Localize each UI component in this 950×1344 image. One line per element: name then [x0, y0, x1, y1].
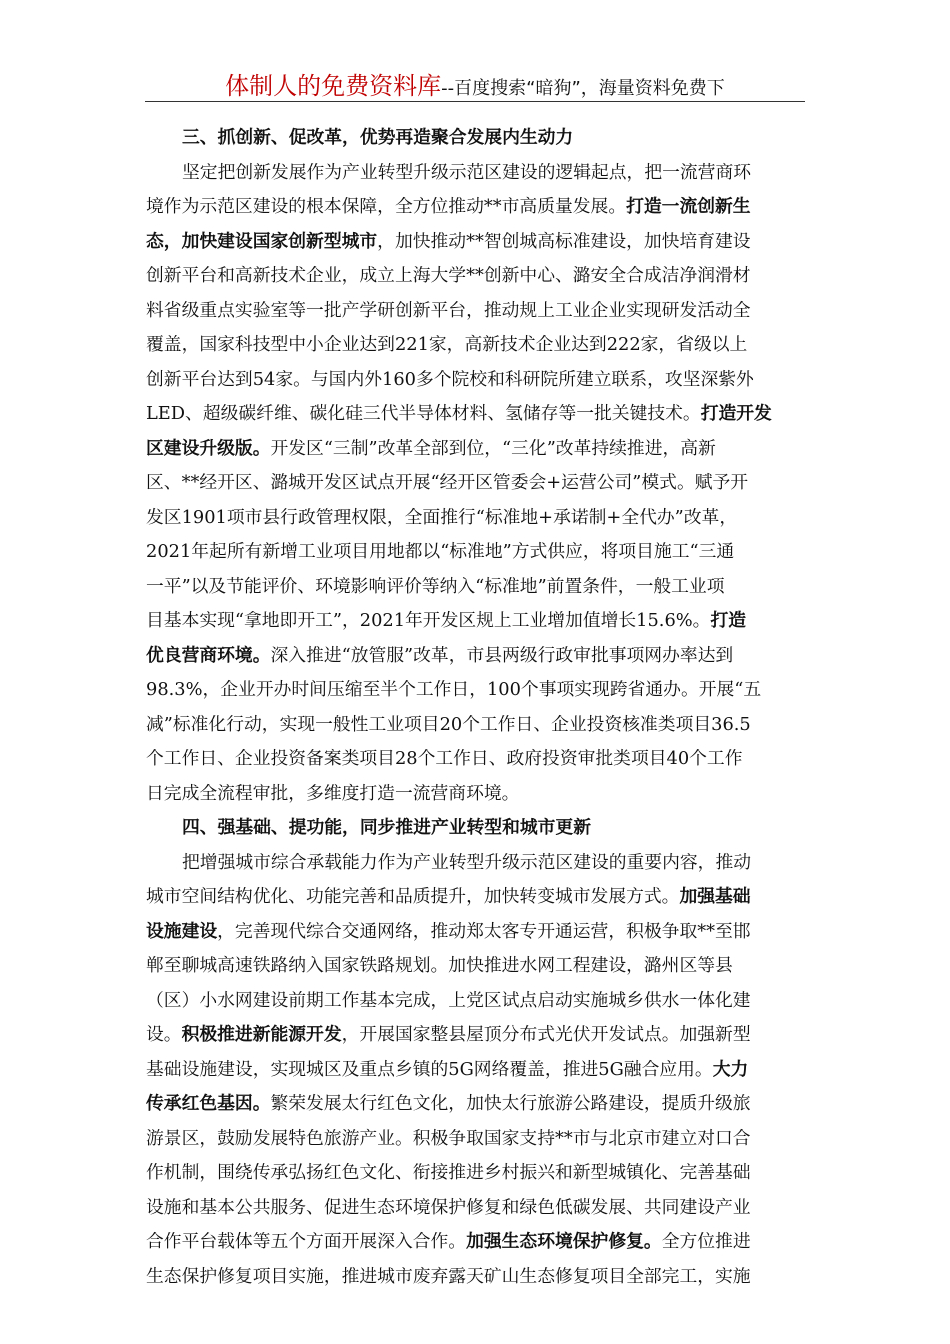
paragraph-line: 坚定把创新发展作为产业转型升级示范区建设的逻辑起点，把一流营商环 — [182, 161, 752, 183]
bold-lead-phrase: 态，加快建设国家创新型城市 — [146, 230, 378, 252]
paragraph-line: 创新平台和高新技术企业，成立上海大学**创新中心、潞安全合成洁净润滑材 — [146, 265, 751, 286]
paragraph-line: 区建设升级版。开发区“三制”改革全部到位，“三化”改革持续推进，高新 — [146, 437, 716, 459]
header-note: --百度搜索“暗狗”，海量资料免费下 — [441, 78, 725, 99]
bold-lead-phrase: 积极推进新能源开发 — [181, 1024, 342, 1045]
section-4-heading: 四、强基础、提功能，同步推进产业转型和城市更新 — [182, 817, 591, 838]
paragraph-line: 把增强城市综合承载能力作为产业转型升级示范区建设的重要内容，推动 — [182, 851, 752, 873]
paragraph-line: 基础设施建设，实现城区及重点乡镇的5G网络覆盖，推进5G融合应用。大力 — [146, 1058, 749, 1080]
bold-lead-phrase: 加强生态环境保护修复。 — [466, 1231, 662, 1252]
bold-lead-phrase: 大力 — [712, 1058, 749, 1080]
paragraph-line: 传承红色基因。繁荣发展太行红色文化，加快太行旅游公路建设，提质升级旅 — [146, 1093, 751, 1114]
paragraph-line: 作机制，围绕传承弘扬红色文化、衔接推进乡村振兴和新型城镇化、完善基础 — [146, 1162, 751, 1183]
paragraph-line: 设。积极推进新能源开发，开展国家整县屋顶分布式光伏开发试点。加强新型 — [146, 1024, 751, 1045]
paragraph-line: 游景区，鼓励发展特色旅游产业。积极争取国家支持**市与北京市建立对口合 — [146, 1127, 751, 1149]
paragraph-line: 料省级重点实验室等一批产学研创新平台，推动规上工业企业实现研发活动全 — [146, 299, 751, 321]
paragraph-line: 98.3%，企业开办时间压缩至半个工作日，100个事项实现跨省通办。开展“五 — [146, 679, 762, 700]
paragraph-line: 目基本实现“拿地即开工”，2021年开发区规上工业增加值增长15.6%。打造 — [146, 610, 747, 631]
bold-lead-phrase: 传承红色基因。 — [146, 1093, 271, 1114]
paragraph-line: 生态保护修复项目实施，推进城市废弃露天矿山生态修复项目全部完工，实施 — [146, 1265, 751, 1287]
paragraph-line: 态，加快建设国家创新型城市，加快推动**智创城高标准建设，加快培育建设 — [146, 230, 751, 252]
paragraph-line: 2021年起所有新增工业项目用地都以“标准地”方式供应，将项目施工“三通 — [146, 541, 735, 562]
section-3-heading: 三、抓创新、促改革，优势再造聚合发展内生动力 — [182, 127, 574, 148]
bold-lead-phrase: 打造开发 — [700, 403, 772, 424]
paragraph-line: 境作为示范区建设的根本保障，全方位推动**市高质量发展。打造一流创新生 — [146, 196, 751, 217]
bold-lead-phrase: 优良营商环境。 — [146, 644, 271, 666]
paragraph-line: 一平”以及节能评价、环境影响评价等纳入“标准地”前置条件，一般工业项 — [146, 575, 725, 597]
paragraph-line: 个工作日、企业投资备案类项目28个工作日、政府投资审批类项目40个工作 — [146, 748, 743, 769]
paragraph-line: 城市空间结构优化、功能完善和品质提升，加快转变城市发展方式。加强基础 — [146, 886, 751, 907]
paragraph-line: （区）小水网建设前期工作基本完成，上党区试点启动实施城乡供水一体化建 — [146, 989, 751, 1011]
paragraph-line: 优良营商环境。深入推进“放管服”改革，市县两级行政审批事项网办率达到 — [146, 644, 734, 666]
paragraph-line: 发区1901项市县行政管理权限，全面推行“标准地+承诺制+全代办”改革， — [146, 506, 738, 528]
bold-lead-phrase: 打造 — [710, 610, 747, 631]
paragraph-line: 设施建设，完善现代综合交通网络，推动郑太客专开通运营，积极争取**至邯 — [146, 920, 751, 942]
bold-lead-phrase: 加强基础 — [679, 886, 751, 907]
paragraph-line: 区、**经开区、潞城开发区试点开展“经开区管委会+运营公司”模式。赋予开 — [146, 472, 749, 493]
bold-lead-phrase: 区建设升级版。 — [146, 437, 271, 459]
paragraph-line: 设施和基本公共服务、促进生态环境保护修复和绿色低碳发展、共同建设产业 — [146, 1196, 751, 1218]
paragraph-line: 覆盖，国家科技型中小企业达到221家，高新技术企业达到222家，省级以上 — [146, 334, 748, 355]
bold-lead-phrase: 设施建设 — [146, 920, 218, 942]
paragraph-line: 郸至聊城高速铁路纳入国家铁路规划。加快推进水网工程建设，潞州区等县 — [146, 955, 733, 976]
page-header — [145, 66, 805, 101]
paragraph-line: 日完成全流程审批，多维度打造一流营商环境。 — [146, 782, 520, 804]
document-body — [146, 121, 808, 1294]
paragraph-line: 减”标准化行动，实现一般性工业项目20个工作日、企业投资核准类项目36.5 — [146, 713, 751, 735]
paragraph-line: LED、超级碳纤维、碳化硅三代半导体材料、氢储存等一批关键技术。打造开发 — [146, 403, 772, 424]
bold-lead-phrase: 打造一流创新生 — [626, 196, 751, 217]
paragraph-line: 创新平台达到54家。与国内外160多个院校和科研院所建立联系，攻坚深紫外 — [146, 368, 754, 390]
header-brand: 体制人的免费资料库 — [225, 72, 442, 100]
paragraph-line: 合作平台载体等五个方面开展深入合作。加强生态环境保护修复。全方位推进 — [146, 1231, 751, 1252]
header-divider — [145, 101, 805, 102]
